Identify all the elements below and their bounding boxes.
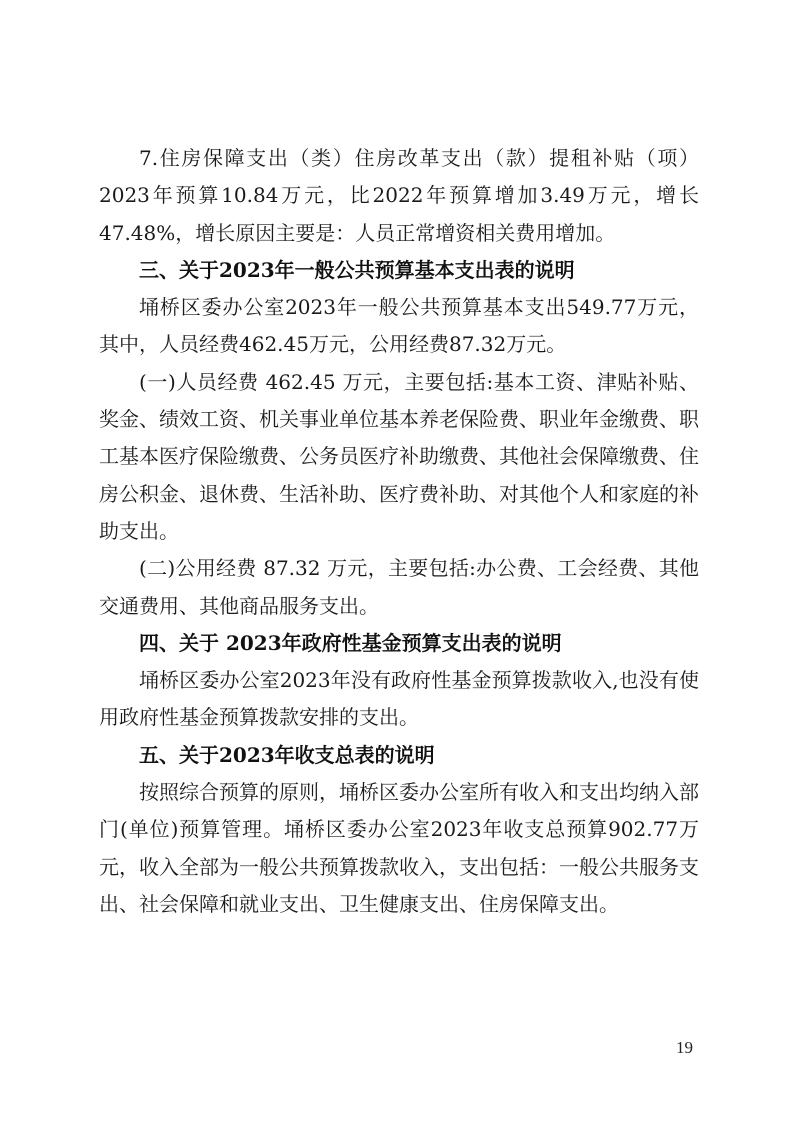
page-body <box>99 140 699 923</box>
page-number: 19 <box>676 1038 693 1057</box>
paragraph-income-expenditure-summary: 按照综合预算的原则，埇桥区委办公室所有收入和支出均纳入部门(单位)预算管理。埇桥区委办公室2023年收支总预算902.77万元，收入全部为一般公共预算拨款收入，支出包括：一般公共服务支出、社会保障和就业支出、卫生健康支出、住房保障支出。 <box>99 780 699 916</box>
paragraph-personnel-funds: (一)人员经费 462.45 万元，主要包括:基本工资、津贴补贴、奖金、绩效工资、机关事业单位基本养老保险费、职业年金缴费、职工基本医疗保险缴费、公务员医疗补助缴费、其他社会保障缴费、住房公积金、退休费、生活补助、医疗费补助、对其他个人和家庭的补助支出。 <box>99 369 699 543</box>
heading-section-3: 三、关于2023年一般公共预算基本支出表的说明 <box>139 257 575 282</box>
paragraph-public-funds: (二)公用经费 87.32 万元，主要包括:办公费、工会经费、其他交通费用、其他商品服务支出。 <box>99 556 699 618</box>
paragraph-basic-expenditure: 埇桥区委办公室2023年一般公共预算基本支出549.77万元，其中，人员经费462.45万元，公用经费87.32万元。 <box>99 295 699 357</box>
paragraph-government-fund: 埇桥区委办公室2023年没有政府性基金预算拨款收入,也没有使用政府性基金预算拨款安排的支出。 <box>99 668 699 730</box>
heading-section-5: 五、关于2023年收支总表的说明 <box>139 742 435 767</box>
heading-section-4: 四、关于 2023年政府性基金预算支出表的说明 <box>139 630 562 655</box>
paragraph-housing-subsidy: 7.住房保障支出（类）住房改革支出（款）提租补贴（项）2023年预算10.84万元，比2022年预算增加3.49万元，增长47.48%，增长原因主要是：人员正常增资相关费用增加。 <box>99 146 699 245</box>
